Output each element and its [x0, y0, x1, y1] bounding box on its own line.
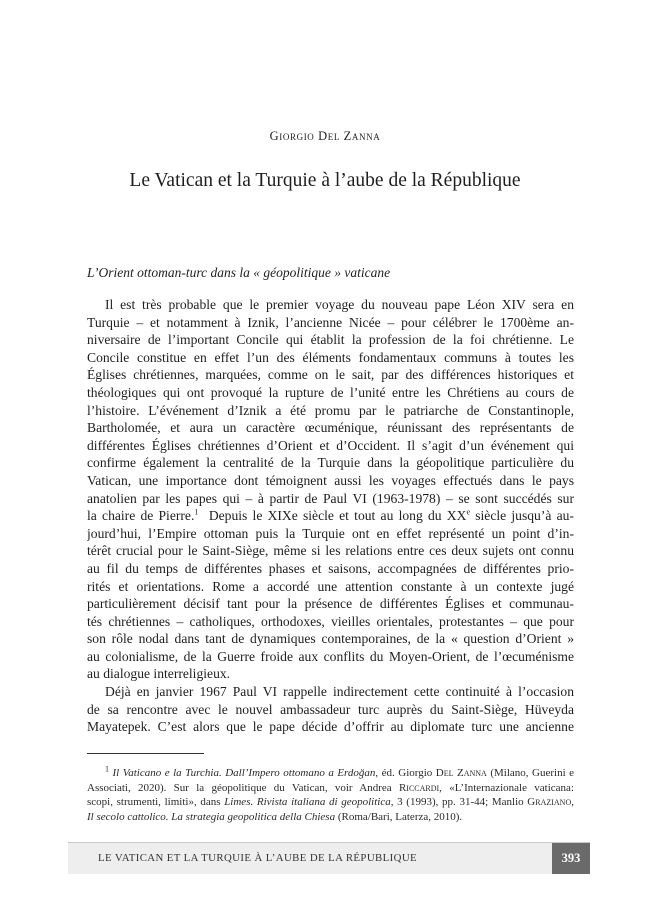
text-line: de sa rencontre avec le nouvel ambassadeur turc auprès du Saint-Siège, Hüveyda — [87, 701, 574, 717]
text-line: Bartholomée, et aura un caractère œcuménique, réunissant des représentants de — [87, 420, 574, 436]
footnote-line — [87, 766, 574, 781]
text-line: Turquie – et notamment à Iznik, l’ancienne Nicée – pour célébrer le 1700ème an- — [87, 314, 574, 330]
text-line: Églises chrétiennes, marquées, comme on le sait, par des différences historiques et — [87, 367, 574, 383]
text-line: Vatican, une importance dont témoignent aussi les voyages effectués dans le pays — [87, 472, 574, 488]
author-name: Giorgio Del Zanna — [269, 129, 381, 143]
paragraph-2 — [87, 683, 574, 736]
page-number-box — [552, 843, 590, 874]
text-line: térêt crucial pour le Saint-Siège, même si les relations entre ces deux sujets ont connu — [87, 543, 574, 559]
text-fragment: , 3 (1993), pp. 31-44; Manlio — [390, 796, 528, 809]
text-line: particulièrement décisif tant pour la présence de différentes Églises et communau- — [87, 596, 574, 612]
text-line: niversaire de l’important Concile qui établit la profession de la foi chrétienne. Le — [87, 332, 574, 348]
footnote-line — [87, 810, 574, 825]
text-fragment: (Roma/Bari, Laterza, 2010). — [335, 811, 463, 824]
footnote-marker: 1 — [105, 766, 109, 774]
section-heading: L’Orient ottoman-turc dans la « géopolitique » vaticane — [87, 265, 391, 280]
text-fragment: scopi, strumenti, limiti», dans — [87, 796, 225, 809]
body-text — [87, 296, 574, 736]
text-fragment: la chaire de Pierre. — [87, 508, 195, 524]
text-line: l’histoire. L’événement d’Iznik a été promu par le patriarche de Constantinople, — [87, 402, 574, 418]
text-line: Mayatepek. C’est alors que le pape décide d’offrir au diplomate turc une ancienne — [87, 719, 574, 735]
text-line: au dialogue interreligieux. — [87, 666, 231, 682]
footnote-divider — [87, 753, 204, 754]
text-fragment: , éd. Giorgio — [375, 767, 436, 779]
text-fragment: Associati, 2020). Sur la géopolitique du Vatican, voir Andrea — [87, 781, 399, 794]
footnote-line — [87, 795, 574, 810]
text-line: différentes Églises chrétiennes d’Orient et d’Occident. Il s’agit d’un événement qui — [87, 437, 574, 453]
book-title: Il Vaticano e la Turchia. Dall’Impero ottomano a Erdoğan — [112, 767, 376, 779]
footnote-1 — [87, 766, 574, 825]
text-fragment: , — [571, 796, 574, 809]
text-line — [87, 507, 574, 525]
page-number: 393 — [561, 851, 581, 865]
text-fragment: siècle jusqu’à au- — [475, 508, 574, 524]
text-line: au fil du temps de différentes phases et saisons, accompagnées de différentes prio- — [87, 560, 574, 576]
author-surname: Riccardi — [398, 781, 440, 794]
text-fragment: (Milano, Guerini e — [486, 767, 574, 779]
running-title: LE VATICAN ET LA TURQUIE À L’AUBE DE LA RÉPUBLIQUE — [98, 852, 418, 864]
text-line: confirme également la centralité de la Turquie dans la géopolitique particulière du — [87, 455, 574, 471]
footnote-ref[interactable]: 1 — [194, 507, 199, 517]
paragraph-1 — [87, 296, 574, 683]
text-fragment: Depuis le XIXe siècle et tout au long du XX — [208, 508, 467, 524]
superscript: e — [466, 507, 470, 517]
text-line: théologiques qui ont provoqué la rupture de l’unité entre les Chrétiens au cours de — [87, 384, 574, 400]
running-footer — [68, 842, 590, 874]
text-line: Il est très probable que le premier voyage du nouveau pape Léon XIV sera en — [105, 297, 574, 312]
footnote-line — [87, 781, 574, 796]
text-line: rités et orientations. Rome a accordé une attention constante à un contexte jugé — [87, 578, 574, 594]
author-surname: Graziano — [527, 796, 572, 809]
book-title: Il secolo cattolico. La strategia geopolitica della Chiesa — [87, 811, 336, 824]
text-line: tés chrétiennes – catholiques, orthodoxes, vieilles orientales, protestantes – que pour — [87, 613, 574, 629]
author-surname: Del Zanna — [435, 767, 487, 779]
text-line: Concile constitue en effet l’un des éléments fondamentaux communs à toutes les — [87, 349, 574, 365]
text-line: au colonialisme, de la Guerre froide aux conflits du Moyen-Orient, de l’œcuménisme — [87, 648, 574, 664]
text-fragment: , «L’Internazionale vaticana: — [439, 781, 574, 794]
text-line: anatolien par les papes qui – à partir de Paul VI (1963-1978) – se sont succédés sur — [87, 490, 574, 506]
text-line: son rôle nodal dans tant de dynamiques contemporaines, de la « question d’Orient » — [87, 631, 574, 647]
text-line: jourd’hui, l’Empire ottoman puis la Turquie ont en effet représenté un point d’in- — [87, 525, 574, 541]
journal-title: Limes. Rivista italiana di geopolitica — [224, 796, 391, 809]
article-title: Le Vatican et la Turquie à l’aube de la République — [129, 170, 521, 191]
text-line: Déjà en janvier 1967 Paul VI rappelle indirectement cette continuité à l’occasion — [105, 684, 574, 700]
